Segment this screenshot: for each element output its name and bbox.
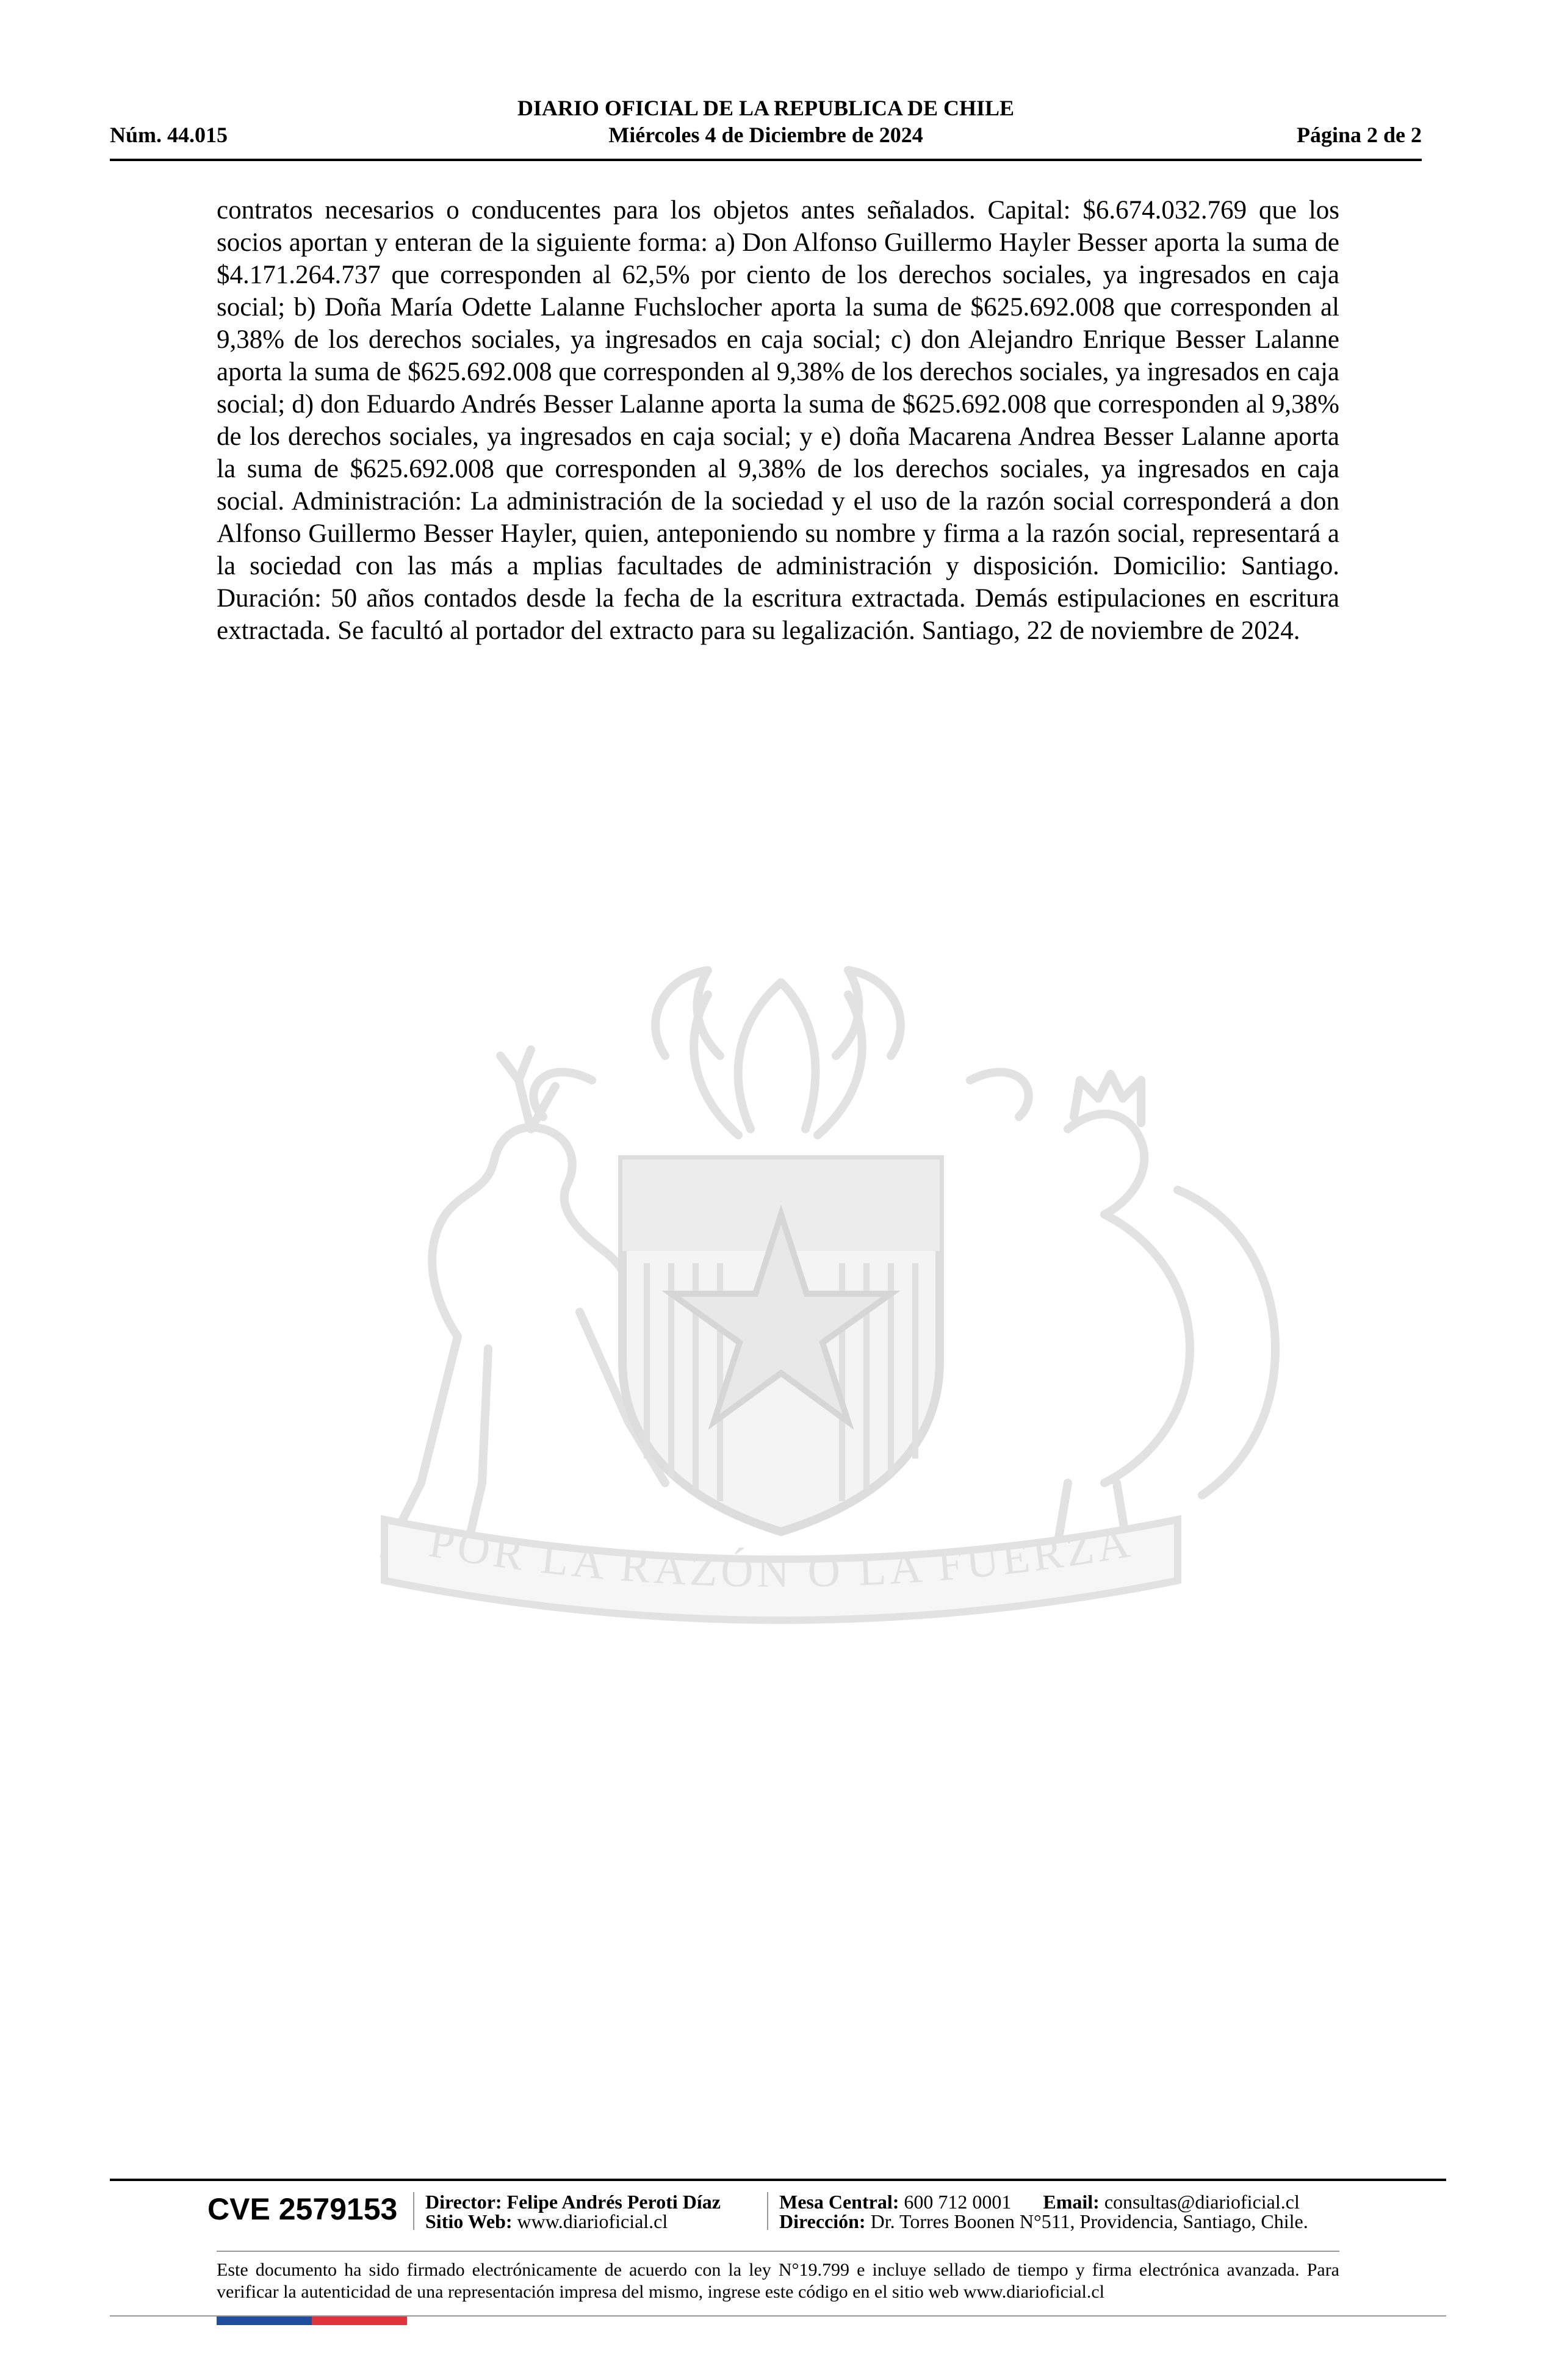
footer-director-block: [425, 2192, 721, 2231]
page-indicator: Página 2 de 2: [1296, 123, 1422, 147]
director-label: Director:: [425, 2191, 502, 2213]
address-label: Dirección:: [779, 2210, 866, 2232]
website-link[interactable]: www.diarioficial.cl: [517, 2210, 668, 2232]
footer-divider: [767, 2192, 768, 2230]
address-line: [779, 2212, 1308, 2231]
flag-blue-segment: [217, 2317, 312, 2325]
phone-label: Mesa Central:: [779, 2191, 899, 2213]
issue-date: Miércoles 4 de Diciembre de 2024: [608, 123, 923, 147]
director-name: Felipe Andrés Peroti Díaz: [506, 2191, 721, 2213]
phone-number: 600 712 0001: [904, 2191, 1012, 2213]
coat-of-arms-watermark: [201, 873, 1361, 1666]
website-label: Sitio Web:: [425, 2210, 513, 2232]
footer-contact-block: [779, 2192, 1308, 2231]
footer-divider: [413, 2192, 414, 2230]
website-line: [425, 2212, 721, 2231]
shield-icon: [622, 1159, 940, 1532]
flag-red-segment: [312, 2317, 407, 2325]
contact-line: [779, 2192, 1308, 2212]
email-link[interactable]: consultas@diarioficial.cl: [1104, 2191, 1300, 2213]
page-header: [110, 92, 1422, 161]
cve-code: CVE 2579153: [207, 2192, 398, 2226]
footer-middle-rule: [217, 2251, 1339, 2252]
motto-text: POR LA RAZÓN O LA FUERZA: [425, 1516, 1137, 1598]
director-line: [425, 2192, 721, 2212]
issue-number: Núm. 44.015: [110, 123, 228, 147]
address-text: Dr. Torres Boonen N°511, Providencia, Santiago, Chile.: [870, 2210, 1308, 2232]
flag-color-bar: [217, 2317, 407, 2325]
email-label: Email:: [1043, 2191, 1100, 2213]
coat-of-arms-icon: [201, 873, 1361, 1666]
footer-top-rule: [110, 2179, 1446, 2181]
extract-body-text: contratos necesarios o conducentes para los objetos antes señalados. Capital: $6.674.032.769 que los socios aportan y enteran de la siguiente forma: a) Don Alfonso Guillermo Hayler Besser aporta la suma de $4.171.264.737 que corresponden al 62,5% por ciento de los derechos sociales, ya ingresados en caja social; b) Doña María Odette Lalanne Fuchslocher aporta la suma de $625.692.008 que corresponden al 9,38% de los derechos sociales, ya ingresados en caja social; c) don Alejandro Enrique Besser Lalanne aporta la suma de $625.692.008 que corresponden al 9,38% de los derechos sociales, ya ingresados en caja social; d) don Eduardo Andrés Besser Lalanne aporta la suma de $625.692.008 que corresponden al 9,38% de los derechos sociales, ya ingresados en caja social; y e) doña Macarena Andrea Besser Lalanne aporta la suma de $625.692.008 que corresponden al 9,38% de los derechos sociales, ya ingresados en caja social. Administración: La administración de la sociedad y el uso de la razón social corresponderá a don Alfonso Guillermo Besser Hayler, quien, anteponiendo su nombre y firma a la razón social, representará a la sociedad con las más a mplias facultades de administración y disposición. Domicilio: Santiago. Duración: 50 años contados desde la fecha de la escritura extractada. Demás estipulaciones en escritura extractada. Se facultó al portador del extracto para su legalización. Santiago, 22 de noviembre de 2024.: [217, 196, 1339, 645]
newspaper-title: DIARIO OFICIAL DE LA REPUBLICA DE CHILE: [517, 96, 1015, 120]
legal-notice: Este documento ha sido firmado electrónicamente de acuerdo con la ley N°19.799 e incluye sellado de tiempo y firma electrónica avanzada. Para verificar la autenticidad de una representación impresa del mismo, ingrese este código en el sitio web www.diarioficial.cl: [217, 2260, 1339, 2302]
